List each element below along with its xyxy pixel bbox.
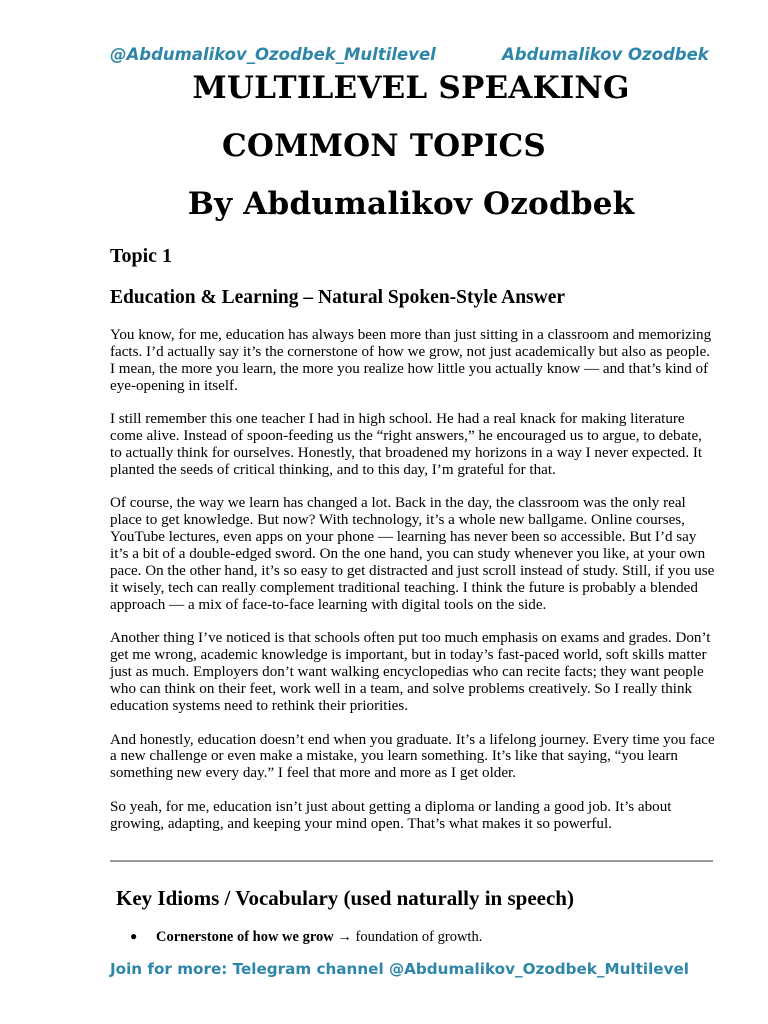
paragraph: Of course, the way we learn has changed a lot. Back in the day, the classroom was the only real place to get knowledge. But now? With technology, it’s a whole new ballgame. Online courses, YouTube lectures, even apps on your phone — learning has never been so accessible. But I’d say it’s a bit of a double-edged sword. On the one hand, you can study whenever you like, at your own pace. On the other hand, it’s so easy to get distracted and just scroll instead of study. Still, if you use it wisely, tech can really complement traditional teaching. I think the future is probably a blended approach — a mix of face-to-face learning with digital tools on the side. [110, 495, 715, 613]
idiom-list [130, 929, 482, 946]
title-author-line: By Abdumalikov Ozodbek [187, 186, 635, 222]
answer-body [110, 327, 716, 849]
idioms-heading: Key Idioms / Vocabulary (used naturally in speech) [116, 886, 574, 910]
section-divider [110, 860, 713, 862]
bullet-icon: ● [130, 929, 138, 943]
idiom-term: Cornerstone of how we grow [156, 929, 334, 945]
paragraph: You know, for me, education has always been more than just sitting in a classroom and memorizing facts. I’d actually say it’s the cornerstone of how we grow, not just academically but also as people. I mean, the more you learn, the more you realize how little you actually know — and that’s kind of eye-opening in itself. [110, 327, 712, 394]
paragraph: I still remember this one teacher I had in high school. He had a real knack for making literature come alive. Instead of spoon-feeding us the “right answers,” he encouraged us to argue, to debate, to actually think for ourselves. Honestly, that broadened my horizons in a way I never expected. It planted the seeds of critical thinking, and to this day, I’m grateful for that. [110, 411, 703, 478]
title-line-1: MULTILEVEL SPEAKING [192, 70, 630, 106]
topic-heading: Education & Learning – Natural Spoken-Style Answer [110, 287, 566, 308]
paragraph: And honestly, education doesn’t end when you graduate. It’s a lifelong journey. Every time you face a new challenge or even make a mistake, you learn something. It’s like that saying, “you learn something new every day.” I feel that more and more as I get older. [110, 731, 715, 782]
paragraph: So yeah, for me, education isn’t just about getting a diploma or landing a good job. It’s about growing, adapting, and keeping your mind open. That’s what makes it so powerful. [110, 798, 672, 832]
paragraph: Another thing I’ve noticed is that schools often put too much emphasis on exams and grades. Don’t get me wrong, academic knowledge is important, but in today’s fast-paced world, soft skills matter just as much. Employers don’t want walking encyclopedias who can recite facts; they want people who can think on their feet, work well in a team, and solve problems creatively. So I really think education systems need to rethink their priorities. [110, 630, 711, 714]
header-channel-handle[interactable]: @Abdumalikov_Ozodbek_Multilevel [110, 45, 436, 64]
footer-telegram-link[interactable]: Join for more: Telegram channel @Abdumalikov_Ozodbek_Multilevel [110, 960, 690, 978]
page-header [0, 45, 768, 67]
header-author-name: Abdumalikov Ozodbek [502, 45, 709, 64]
title-line-2: COMMON TOPICS [222, 128, 546, 164]
idiom-meaning: → foundation of growth. [333, 929, 483, 945]
topic-label: Topic 1 [110, 245, 173, 267]
list-item [130, 929, 482, 946]
